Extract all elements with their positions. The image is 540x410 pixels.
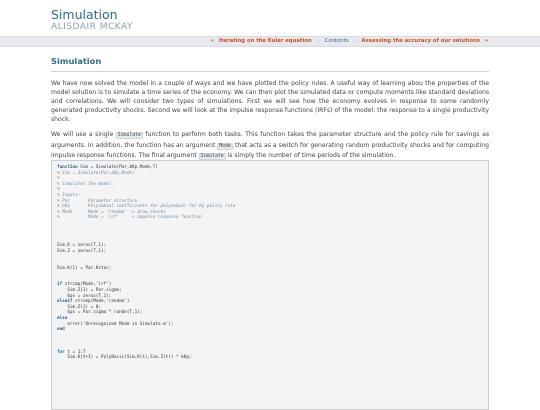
page-title: Simulation bbox=[51, 56, 102, 66]
inline-code: Simulate bbox=[200, 153, 224, 159]
code-line: Sim.K(1) = Par.Kstar; bbox=[57, 265, 112, 271]
code-comment: % Par Parameter structure bbox=[57, 198, 138, 204]
nav-next-link[interactable]: Assessing the accuracy of our solutions bbox=[361, 38, 480, 44]
nav-contents-link[interactable]: Contents bbox=[324, 38, 349, 44]
code-keyword: else bbox=[57, 316, 68, 322]
code-comment: % Sim = Simulate(Par,bKp,Mode) bbox=[57, 170, 135, 176]
code-text: strcmp(Mode,'irf') bbox=[62, 282, 112, 288]
code-text: t = 1:T bbox=[64, 349, 86, 355]
nav-separator: :: bbox=[316, 38, 320, 44]
code-text: strcmp(Mode,'random') bbox=[72, 299, 130, 305]
para-text: that acts as a switch for generating random productivity shocks and for computing impulse response functions. The final argument bbox=[51, 141, 489, 159]
code-block[interactable] bbox=[51, 160, 489, 410]
code-comment: % Mode Mode = 'random' -> draw shocks bbox=[57, 209, 166, 215]
code-comment: % Mode = 'irf' -> impulse response function bbox=[57, 215, 202, 221]
para-text: function to perform both tasks. This function takes the parameter structure and the policy rule for savings as arguments. In addition, the function has an argument bbox=[51, 131, 489, 149]
code-line: Eps = zeros(T,1); bbox=[57, 293, 112, 299]
code-text: Sim = Simulate(Par,bKp,Mode,T) bbox=[77, 165, 158, 170]
code-keyword: elseif bbox=[57, 299, 73, 305]
chapter-nav bbox=[0, 36, 540, 47]
site-header bbox=[0, 0, 540, 36]
para-text: We will use a single bbox=[51, 131, 116, 139]
code-line: Eps = Par.sigma * randn(T,1); bbox=[57, 310, 143, 316]
simulate-paragraph bbox=[51, 130, 489, 160]
code-line: error('Unrecognized Mode in Simulate.m'); bbox=[57, 321, 174, 327]
para-text: is simply the number of time periods of the simulation. bbox=[225, 151, 396, 159]
code-comment: % Inputs: bbox=[57, 192, 81, 198]
code-keyword: for bbox=[57, 349, 65, 355]
code-keyword: end bbox=[57, 327, 65, 333]
intro-paragraph: We have now solved the model in a couple of ways and we have plotted the policy rules. A useful way of learning abou the properties of the model solution is to simulate a time series of the economy. We can then plot the simulated data or compute moments like standard deviations and correlations. We will consider two types of simulations. First we will see how the economy evolves in response to some randomly generated productivity shocks. Second we will look at the impulse response functions (IRFs) of the model: the response to a single productivity shock. bbox=[51, 80, 489, 124]
code-line: Sim.Z(1) = 0; bbox=[57, 304, 101, 310]
inline-code: Mode bbox=[219, 143, 231, 149]
nav-next-arrow: » bbox=[484, 38, 488, 44]
code-line: Sim.K(t+1) = PolyBasis(Sim.K(t),Sim.Z(t)) * bKp; bbox=[57, 355, 192, 361]
code-comment: % bbox=[57, 176, 60, 182]
code-line: Sim.Z(1) = Par.sigma; bbox=[57, 288, 122, 294]
code-keyword: function bbox=[57, 165, 78, 170]
main-content bbox=[51, 56, 489, 167]
nav-prev-link[interactable]: Iterating on the Euler equation bbox=[218, 38, 312, 44]
title-divider bbox=[51, 71, 489, 72]
code-keyword: if bbox=[57, 282, 63, 288]
code-comment: % bbox=[57, 187, 60, 193]
nav-separator: :: bbox=[353, 38, 357, 44]
code-comment: % Simulates the model. bbox=[57, 181, 114, 187]
code-line: Sim.Z = zeros(T,1); bbox=[57, 248, 107, 254]
inline-code: Simulate bbox=[117, 133, 141, 139]
code-line: Sim.K = zeros(T,1); bbox=[57, 243, 107, 249]
code-comment: % bKp Polynomial coefficients for polynomial for Kp policy rule bbox=[57, 204, 236, 210]
nav-prev-arrow: « bbox=[210, 38, 215, 44]
site-author: ALISDAIR MCKAY bbox=[51, 22, 133, 32]
site-title[interactable]: Simulation bbox=[51, 7, 118, 22]
